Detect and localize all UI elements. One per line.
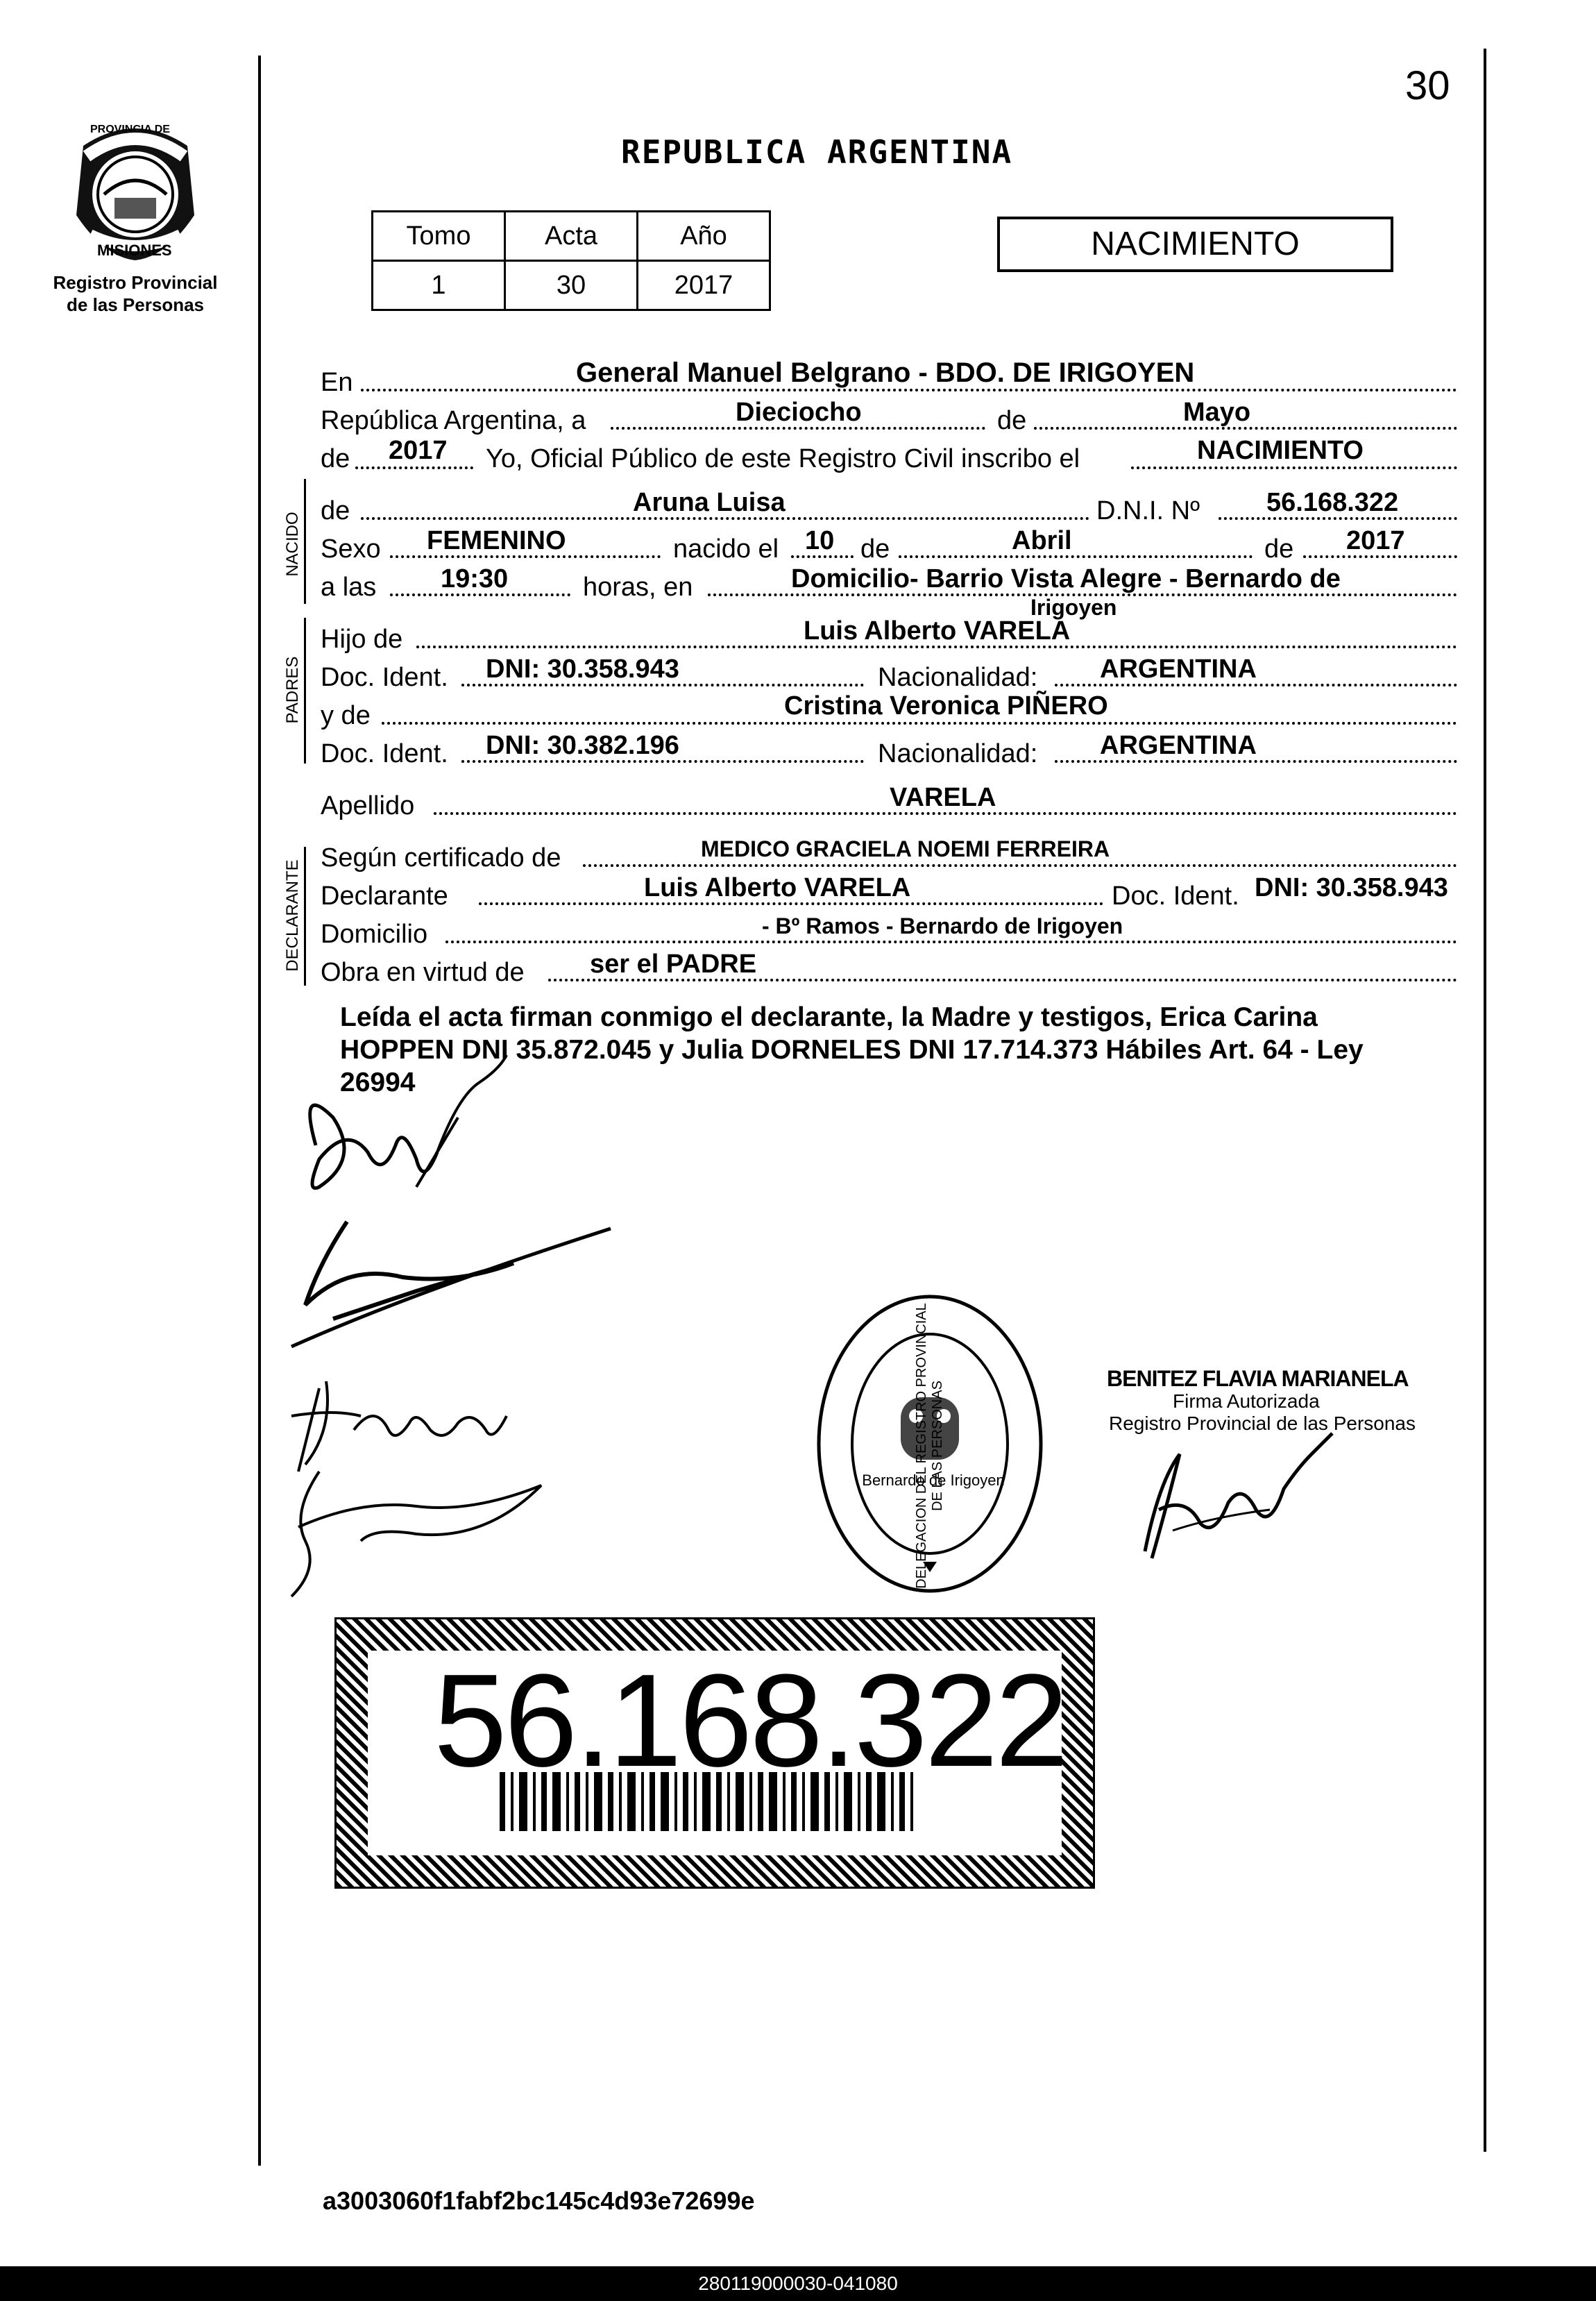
label-dni: D.N.I. Nº (1096, 496, 1200, 525)
value-padre: Luis Alberto VARELA (804, 616, 1071, 646)
logo-caption-line1: Registro Provincial (53, 272, 218, 293)
page-number: 30 (1405, 63, 1450, 108)
value-tomo: 1 (373, 261, 505, 310)
value-dia-inscripcion: Dieciocho (736, 398, 862, 427)
side-label-nacido: NACIDO (283, 512, 302, 577)
value-madre-nac: ARGENTINA (1100, 731, 1257, 760)
label-horas-en: horas, en (583, 573, 693, 602)
dots-mes-nac (899, 555, 1253, 558)
official-title: Firma Autorizada (1173, 1390, 1320, 1412)
label-sexo: Sexo (321, 534, 381, 564)
label-apellido: Apellido (321, 791, 415, 820)
value-madre-doc: DNI: 30.382.196 (486, 731, 679, 760)
label-segun-certificado: Según certificado de (321, 843, 561, 873)
stamp-outer-text: DELEGACION DEL REGISTRO PROVINCIAL DE LAS PERSONAS (914, 1303, 945, 1589)
label-doc-ident-padre: Doc. Ident. (321, 663, 448, 692)
official-name: BENITEZ FLAVIA MARIANELA (1107, 1366, 1409, 1391)
value-sexo: FEMENINO (427, 526, 566, 555)
handwritten-signatures (278, 1055, 638, 1624)
label-a-las: a las (321, 573, 377, 602)
official-office: Registro Provincial de las Personas (1109, 1413, 1416, 1434)
label-doc-ident-madre: Doc. Ident. (321, 739, 448, 768)
label-nacido-el: nacido el (673, 534, 779, 564)
label-de-month: de (997, 406, 1027, 435)
record-type-box: NACIMIENTO (997, 217, 1393, 272)
dots-certificado (583, 864, 1457, 867)
header-anio: Año (638, 212, 770, 261)
value-lugar: General Manuel Belgrano - BDO. DE IRIGOYEN (576, 357, 1195, 388)
value-hora: 19:30 (441, 564, 509, 593)
label-domicilio: Domicilio (321, 920, 428, 949)
dots-acto (1131, 466, 1457, 469)
value-declarante: Luis Alberto VARELA (644, 873, 911, 902)
value-anio-nacimiento: 2017 (1346, 526, 1405, 555)
logo-caption-line2: de las Personas (67, 294, 204, 315)
closing-line-1: Leída el acta firman conmigo el declarante, la Madre y testigos, Erica Carina (340, 1002, 1318, 1032)
value-lugar-nacimiento: Domicilio- Barrio Vista Alegre - Bernardo de (791, 564, 1341, 593)
closing-line-2: HOPPEN DNI 35.872.045 y Julia DORNELES DNI 17.714.373 Hábiles Art. 64 - Ley (340, 1035, 1364, 1065)
value-certificado: MEDICO GRACIELA NOEMI FERREIRA (701, 836, 1110, 861)
value-madre: Cristina Veronica PIÑERO (784, 691, 1108, 720)
label-oficial: Yo, Oficial Público de este Registro Civil inscribo el (486, 444, 1080, 473)
label-declarante: Declarante (321, 882, 448, 911)
value-padre-nac: ARGENTINA (1100, 655, 1257, 684)
side-label-padres: PADRES (283, 656, 302, 724)
value-dia-nacimiento: 10 (805, 526, 835, 555)
side-label-declarante: DECLARANTE (283, 859, 302, 972)
dni-label-number: 56.168.322 (434, 1647, 1066, 1794)
value-dni: 56.168.322 (1266, 488, 1399, 517)
footer-code: 280119000030-041080 (0, 2266, 1596, 2301)
label-doc-ident-declarante: Doc. Ident. (1112, 882, 1239, 911)
label-y-de: y de (321, 701, 371, 730)
dots-year (355, 466, 473, 469)
closing-line-3: 26994 (340, 1068, 416, 1097)
seal-top-text: PROVINCIA DE (90, 124, 170, 135)
value-nombre: Aruna Luisa (633, 488, 786, 517)
value-mes-nacimiento: Abril (1012, 526, 1072, 555)
label-obra-en-virtud: Obra en virtud de (321, 958, 525, 987)
label-hijo-de: Hijo de (321, 625, 403, 654)
registry-table (371, 210, 771, 311)
left-margin-line (258, 56, 261, 2166)
value-domicilio: - Bº Ramos - Bernardo de Irigoyen (762, 913, 1123, 938)
label-nacionalidad-padre: Nacionalidad: (878, 663, 1038, 692)
value-mes-inscripcion: Mayo (1183, 398, 1251, 427)
value-declarante-doc: DNI: 30.358.943 (1255, 873, 1448, 902)
label-republica: República Argentina, a (321, 406, 586, 435)
label-de-birth-year: de (1264, 534, 1294, 564)
country-title: REPUBLICA ARGENTINA (621, 133, 1013, 171)
official-signature (1117, 1426, 1339, 1565)
document-hash: a3003060f1fabf2bc145c4d93e72699e (323, 2186, 755, 2215)
header-tomo: Tomo (373, 212, 505, 261)
padres-bracket (304, 618, 306, 764)
nacido-bracket (304, 479, 306, 604)
label-de-year: de (321, 444, 350, 473)
seal-bottom-text: MISIONES (97, 242, 172, 259)
label-en: En (321, 368, 353, 397)
registry-table-header-row (373, 212, 770, 261)
value-virtud: ser el PADRE (590, 950, 757, 979)
value-anio: 2017 (638, 261, 770, 310)
right-margin-line (1484, 49, 1486, 2152)
dots-domicilio (445, 941, 1457, 943)
dots-madre (382, 722, 1457, 725)
label-de-name: de (321, 496, 350, 525)
value-anio-inscripcion: 2017 (389, 436, 448, 465)
label-de-birth-month: de (860, 534, 890, 564)
header-acta: Acta (505, 212, 638, 261)
dots-en (361, 389, 1457, 391)
value-apellido: VARELA (890, 783, 996, 812)
value-acto: NACIMIENTO (1197, 436, 1364, 465)
value-padre-doc: DNI: 30.358.943 (486, 655, 679, 684)
declarante-bracket (304, 847, 306, 986)
value-lugar-nacimiento-cont: Irigoyen (1030, 595, 1117, 620)
value-acta: 30 (505, 261, 638, 310)
registry-table-value-row (373, 261, 770, 310)
stamp-inner-text: Bernardo de Irigoyen (862, 1472, 1005, 1489)
label-nacionalidad-madre: Nacionalidad: (878, 739, 1038, 768)
